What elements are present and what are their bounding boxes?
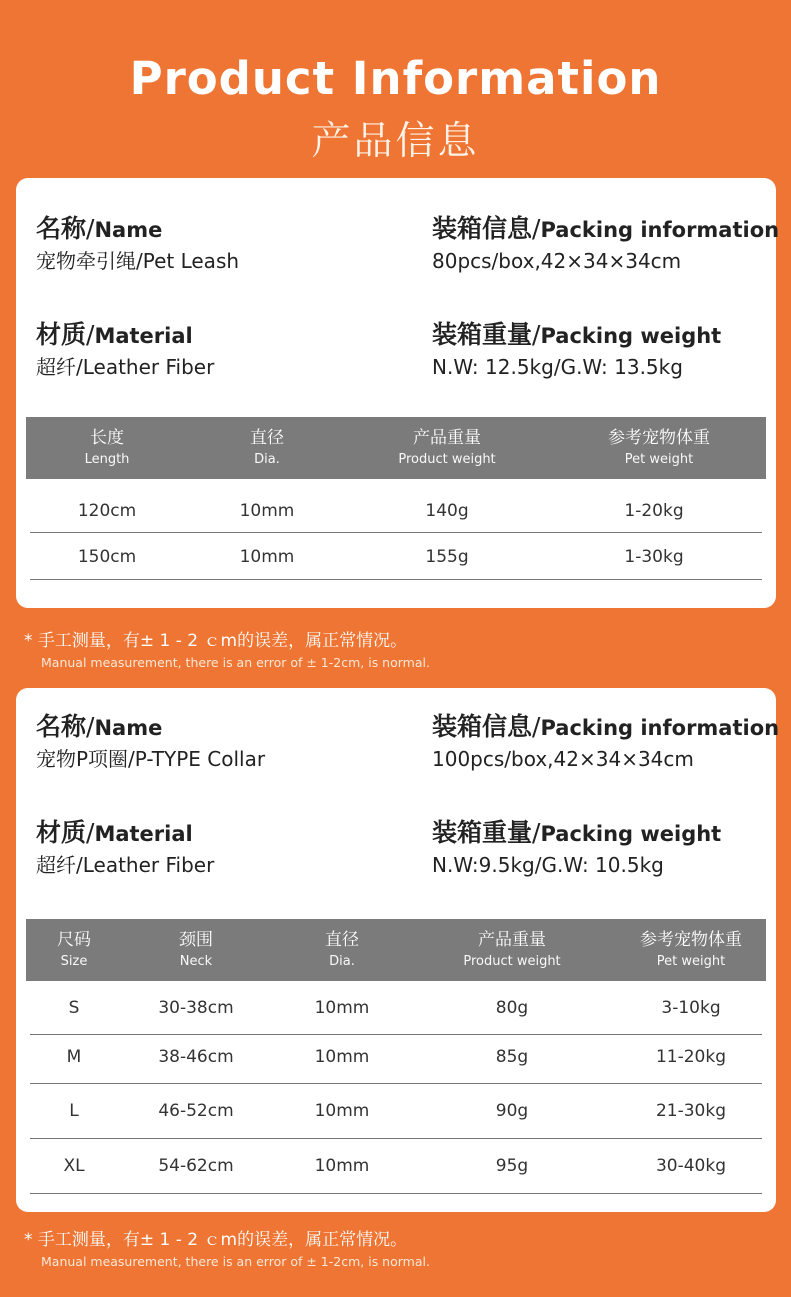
name-field: 名称/Name 宠物P项圈/P-TYPE Collar bbox=[36, 712, 266, 771]
packing-weight-field: 装箱重量/Packing weight N.W:9.5kg/G.W: 10.5kg bbox=[432, 818, 722, 877]
table-cell: 38-46cm bbox=[158, 1047, 234, 1067]
table-cell: 46-52cm bbox=[158, 1101, 234, 1121]
table-cell: 95g bbox=[495, 1156, 529, 1176]
packing-info-field: 装箱信息/Packing information 100pcs/box,42×34×34cm bbox=[432, 712, 780, 771]
measurement-note: * 手工测量，有± 1 - 2 ｃm的误差，属正常情况。 Manual measurement, there is an error of ± 1-2cm, is normal. bbox=[24, 631, 430, 670]
table-cell: L bbox=[69, 1101, 79, 1121]
product-card-leash bbox=[16, 178, 780, 608]
packing-info-value: 80pcs/box,42×34×34cm bbox=[432, 249, 682, 273]
table-cell: 10mm bbox=[314, 1101, 370, 1121]
name-value: 宠物P项圈/P-TYPE Collar bbox=[36, 747, 266, 771]
table-cell: 30-38cm bbox=[158, 998, 234, 1018]
table-cell: M bbox=[66, 1047, 82, 1067]
table-cell: 10mm bbox=[314, 998, 370, 1018]
table-row bbox=[30, 982, 762, 1035]
packing-weight-value: N.W:9.5kg/G.W: 10.5kg bbox=[432, 853, 664, 877]
table-cell: 155g bbox=[425, 547, 469, 567]
packing-weight-value: N.W: 12.5kg/G.W: 13.5kg bbox=[432, 355, 683, 379]
table-cell: 120cm bbox=[77, 501, 137, 521]
table-header bbox=[26, 417, 766, 479]
table-cell: 140g bbox=[425, 501, 469, 521]
table-cell: 1-20kg bbox=[624, 501, 684, 521]
table-cell: 10mm bbox=[314, 1047, 370, 1067]
material-field: 材质/Material 超纤/Leather Fiber bbox=[36, 320, 215, 379]
name-field: 名称/Name 宠物牵引绳/Pet Leash bbox=[36, 214, 240, 273]
packing-info-field: 装箱信息/Packing information 80pcs/box,42×34×34cm bbox=[432, 214, 780, 273]
product-card-collar bbox=[16, 688, 780, 1212]
table-cell: 21-30kg bbox=[655, 1101, 727, 1121]
table-row bbox=[30, 1035, 762, 1084]
table-cell: 90g bbox=[495, 1101, 529, 1121]
table-cell: 10mm bbox=[239, 501, 295, 521]
column-header: 产品重量 Product weight bbox=[463, 930, 561, 969]
column-header: 直径 Dia. bbox=[250, 428, 284, 467]
table-row bbox=[30, 533, 762, 580]
table-row bbox=[30, 1139, 762, 1194]
table-cell: 80g bbox=[495, 998, 529, 1018]
column-header: 直径 Dia. bbox=[325, 930, 359, 969]
table-cell: S bbox=[68, 998, 80, 1018]
column-header: 尺码 Size bbox=[57, 930, 91, 969]
material-value: 超纤/Leather Fiber bbox=[36, 853, 215, 877]
table-header bbox=[26, 919, 766, 981]
page-title-cn: 产品信息 bbox=[311, 119, 480, 164]
table-cell: 1-30kg bbox=[624, 547, 684, 567]
name-value: 宠物牵引绳/Pet Leash bbox=[36, 249, 240, 273]
table-cell: 85g bbox=[495, 1047, 529, 1067]
column-header: 颈围 Neck bbox=[179, 930, 213, 969]
page-title-en: Product Information bbox=[129, 52, 662, 105]
table-cell: 10mm bbox=[239, 547, 295, 567]
table-cell: 10mm bbox=[314, 1156, 370, 1176]
measurement-note: * 手工测量，有± 1 - 2 ｃm的误差，属正常情况。 Manual measurement, there is an error of ± 1-2cm, is normal. bbox=[24, 1230, 430, 1269]
table-cell: 11-20kg bbox=[655, 1047, 727, 1067]
column-header: 产品重量 Product weight bbox=[398, 428, 496, 467]
table-row bbox=[30, 1084, 762, 1139]
table-cell: XL bbox=[63, 1156, 85, 1176]
table-cell: 54-62cm bbox=[158, 1156, 234, 1176]
column-header: 参考宠物体重 Pet weight bbox=[608, 428, 710, 467]
column-header: 长度 Length bbox=[84, 428, 130, 467]
table-cell: 30-40kg bbox=[655, 1156, 727, 1176]
table-cell: 3-10kg bbox=[661, 998, 721, 1018]
packing-weight-field: 装箱重量/Packing weight N.W: 12.5kg/G.W: 13.5kg bbox=[432, 320, 722, 379]
packing-info-value: 100pcs/box,42×34×34cm bbox=[432, 747, 694, 771]
column-header: 参考宠物体重 Pet weight bbox=[640, 930, 742, 969]
table-cell: 150cm bbox=[77, 547, 137, 567]
material-field: 材质/Material 超纤/Leather Fiber bbox=[36, 818, 215, 877]
table-row bbox=[30, 486, 762, 533]
material-value: 超纤/Leather Fiber bbox=[36, 355, 215, 379]
